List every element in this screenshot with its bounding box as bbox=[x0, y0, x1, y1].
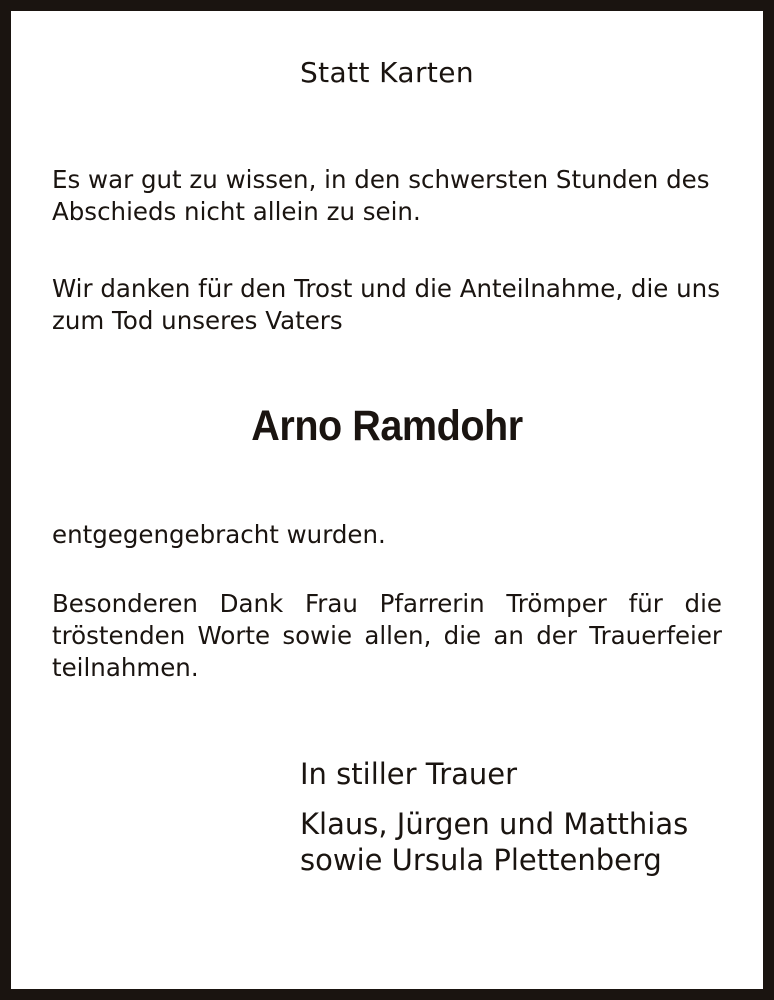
paragraph-4-line-2: tröstenden Worte sowie allen, die an der Trauerfeier bbox=[52, 621, 722, 650]
paragraph-4-line-1: Besonderen Dank Frau Pfarrerin Trömper für die bbox=[52, 589, 722, 618]
thanks-paragraph-2 bbox=[52, 273, 720, 337]
thanks-paragraph-4 bbox=[52, 588, 722, 684]
paragraph-1-line-1: Es war gut zu wissen, in den schwersten Stunden des bbox=[52, 165, 710, 194]
signature-line-1: Klaus, Jürgen und Matthias bbox=[300, 807, 689, 841]
paragraph-4-line-3: teilnahmen. bbox=[52, 653, 199, 682]
paragraph-1-line-2: Abschieds nicht allein zu sein. bbox=[52, 197, 421, 226]
paragraph-2-line-1: Wir danken für den Trost und die Anteilnahme, die uns bbox=[52, 274, 720, 303]
deceased-name: Arno Ramdohr bbox=[251, 402, 523, 450]
thanks-paragraph-1 bbox=[52, 164, 709, 228]
paragraph-2-line-2: zum Tod unseres Vaters bbox=[52, 306, 343, 335]
signature-names bbox=[300, 806, 688, 878]
signature-intro: In stiller Trauer bbox=[300, 757, 518, 791]
paragraph-3-line-1: entgegengebracht wurden. bbox=[52, 520, 386, 549]
thanks-paragraph-3 bbox=[52, 519, 386, 551]
signature-line-2: sowie Ursula Plettenberg bbox=[300, 843, 662, 877]
notice-heading: Statt Karten bbox=[299, 56, 475, 89]
